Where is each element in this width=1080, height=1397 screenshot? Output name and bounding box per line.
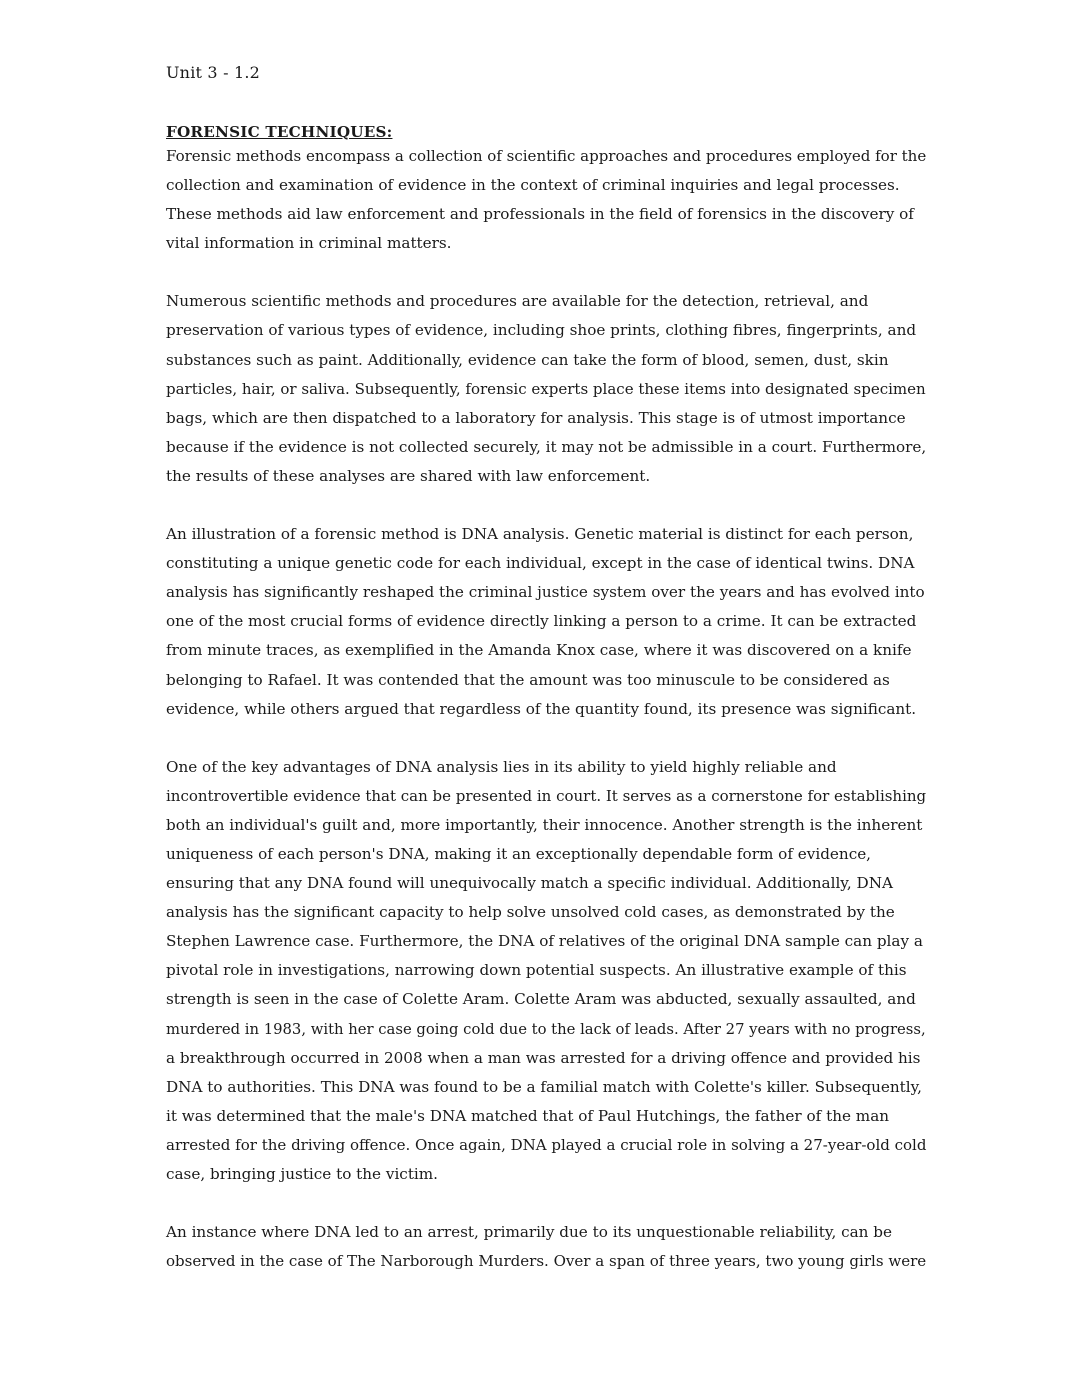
text-line: Forensic methods encompass a collection of scientific approaches and procedures employed for the — [166, 147, 927, 165]
text-line: case, bringing justice to the victim. — [166, 1165, 439, 1183]
text-line: evidence, while others argued that regardless of the quantity found, its presence was significant. — [166, 699, 917, 718]
text-line: the results of these analyses are shared with law enforcement. — [166, 466, 651, 485]
text-line: bags, which are then dispatched to a laboratory for analysis. This stage is of utmost importance — [166, 408, 906, 427]
text-line: One of the key advantages of DNA analysis lies in its ability to yield highly reliable and — [166, 757, 837, 776]
text-line: vital information in criminal matters. — [166, 234, 452, 253]
text-line: belonging to Rafael. It was contended that the amount was too minuscule to be considered as — [166, 670, 890, 689]
text-line: analysis has significantly reshaped the criminal justice system over the years and has evolved into — [166, 583, 925, 602]
text-line: Numerous scientific methods and procedures are available for the detection, retrieval, and — [166, 292, 869, 311]
text-line: analysis has the significant capacity to help solve unsolved cold cases, as demonstrated by the — [166, 903, 895, 922]
text-line: murdered in 1983, with her case going cold due to the lack of leads. After 27 years with no progress, — [166, 1019, 926, 1038]
paragraph-dna-analysis — [166, 520, 925, 724]
text-line: preservation of various types of evidence, including shoe prints, clothing fibres, fingerprints, and — [166, 321, 917, 340]
unit-label: Unit 3 - 1.2 — [166, 63, 261, 82]
text-line: observed in the case of The Narborough Murders. Over a span of three years, two young girls were — [166, 1252, 927, 1271]
section-heading: FORENSIC TECHNIQUES: — [166, 123, 393, 141]
text-line: pivotal role in investigations, narrowing down potential suspects. An illustrative example of this — [166, 961, 907, 980]
paragraph-methods — [166, 287, 927, 491]
paragraph-narborough — [166, 1218, 927, 1276]
text-line: both an individual's guilt and, more importantly, their innocence. Another strength is the inherent — [166, 815, 923, 834]
text-line: collection and examination of evidence in the context of criminal inquiries and legal processes. — [166, 176, 900, 195]
text-line: one of the most crucial forms of evidence directly linking a person to a crime. It can be extracted — [166, 612, 917, 631]
text-line: ensuring that any DNA found will unequivocally match a specific individual. Additionally, DNA — [166, 874, 893, 893]
paragraph-intro — [166, 142, 927, 258]
text-line: strength is seen in the case of Colette Aram. Colette Aram was abducted, sexually assaulted, and — [166, 990, 916, 1009]
text-line: uniqueness of each person's DNA, making it an exceptionally dependable form of evidence, — [166, 844, 872, 863]
text-line: DNA to authorities. This DNA was found to be a familial match with Colette's killer. Subsequently, — [166, 1077, 922, 1096]
paragraph-dna-advantages — [166, 753, 927, 1189]
text-line: substances such as paint. Additionally, evidence can take the form of blood, semen, dust, skin — [166, 350, 889, 369]
text-line: it was determined that the male's DNA matched that of Paul Hutchings, the father of the man — [166, 1106, 890, 1125]
text-line: constituting a unique genetic code for each individual, except in the case of identical twins. DNA — [166, 554, 915, 573]
text-line: incontrovertible evidence that can be presented in court. It serves as a cornerstone for establishing — [166, 786, 927, 805]
text-line: An instance where DNA led to an arrest, primarily due to its unquestionable reliability, can be — [166, 1223, 892, 1242]
text-line: a breakthrough occurred in 2008 when a man was arrested for a driving offence and provided his — [166, 1048, 921, 1067]
text-line: from minute traces, as exemplified in the Amanda Knox case, where it was discovered on a knife — [166, 641, 912, 660]
text-line: Stephen Lawrence case. Furthermore, the DNA of relatives of the original DNA sample can play a — [166, 932, 923, 951]
text-line: These methods aid law enforcement and professionals in the field of forensics in the discovery of — [166, 205, 914, 224]
document-body — [166, 122, 927, 1305]
text-line: because if the evidence is not collected securely, it may not be admissible in a court. Furthermore, — [166, 437, 927, 456]
text-line: An illustration of a forensic method is DNA analysis. Genetic material is distinct for each person, — [166, 525, 914, 544]
text-line: particles, hair, or saliva. Subsequently, forensic experts place these items into designated specimen — [166, 379, 926, 398]
text-line: arrested for the driving offence. Once again, DNA played a crucial role in solving a 27-year-old cold — [166, 1135, 927, 1154]
